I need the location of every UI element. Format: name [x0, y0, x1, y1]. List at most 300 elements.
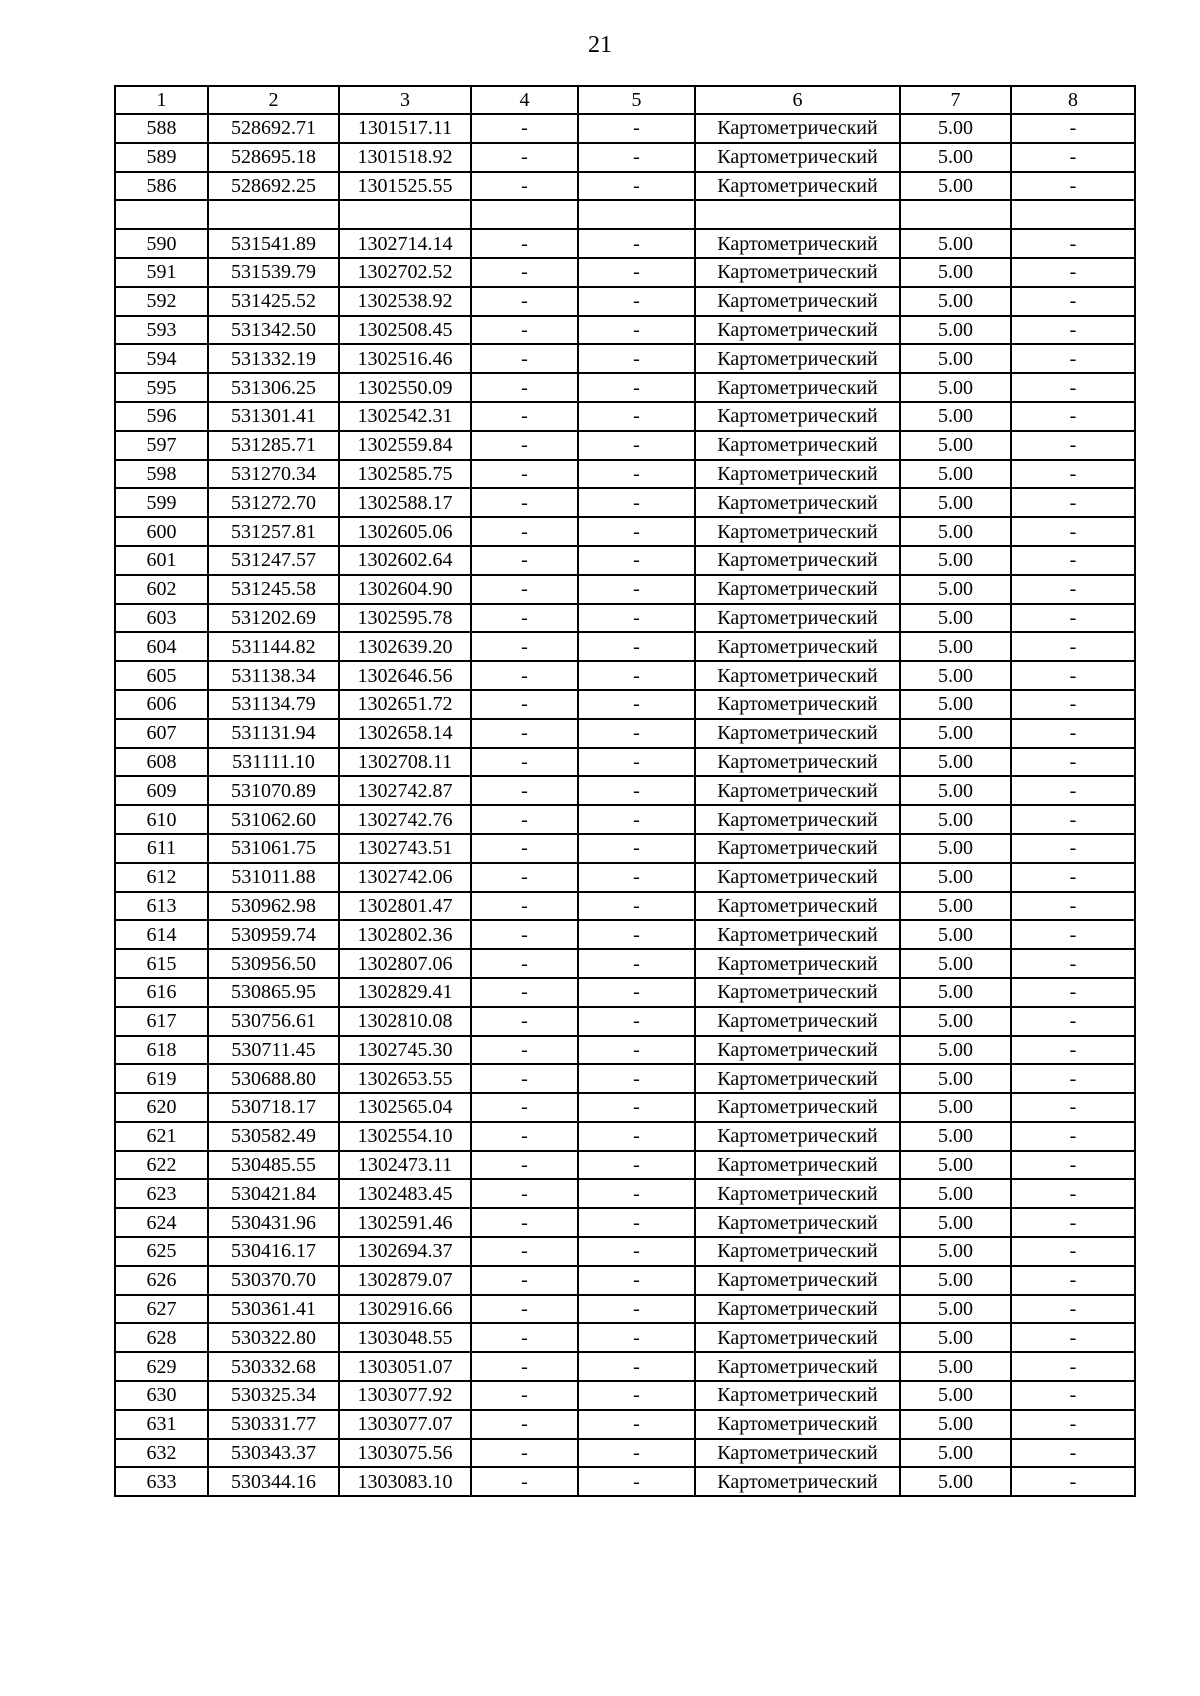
cell-col-8: -: [1011, 863, 1135, 892]
cell-method: Картометрический: [695, 546, 900, 575]
cell-col-5: -: [578, 143, 695, 172]
cell-col-8: -: [1011, 1151, 1135, 1180]
cell-method: Картометрический: [695, 488, 900, 517]
cell-x-coordinate: 530421.84: [208, 1179, 339, 1208]
cell-point-number: 629: [115, 1352, 208, 1381]
cell-point-number: 596: [115, 402, 208, 431]
cell-accuracy: 5.00: [900, 258, 1011, 287]
table-row: [115, 1381, 1135, 1410]
cell-x-coordinate: 530325.34: [208, 1381, 339, 1410]
cell-accuracy: 5.00: [900, 1323, 1011, 1352]
cell-y-coordinate: 1302591.46: [339, 1208, 471, 1237]
cell-y-coordinate: 1302550.09: [339, 373, 471, 402]
cell-col-4: -: [471, 632, 578, 661]
cell-col-5: -: [578, 1266, 695, 1295]
cell-col-5: -: [578, 949, 695, 978]
cell-y-coordinate: 1301518.92: [339, 143, 471, 172]
table-row: [115, 892, 1135, 921]
cell-accuracy: 5.00: [900, 661, 1011, 690]
cell-method: Картометрический: [695, 143, 900, 172]
cell-accuracy: 5.00: [900, 488, 1011, 517]
cell-col-4: -: [471, 258, 578, 287]
cell-point-number: 590: [115, 229, 208, 258]
cell-col-4: -: [471, 690, 578, 719]
table-row: [115, 920, 1135, 949]
table-row: [115, 949, 1135, 978]
cell-accuracy: 5.00: [900, 776, 1011, 805]
cell-col-5: -: [578, 575, 695, 604]
cell-y-coordinate: 1302473.11: [339, 1151, 471, 1180]
cell-col-4: -: [471, 863, 578, 892]
table-row: [115, 488, 1135, 517]
cell-point-number: 612: [115, 863, 208, 892]
cell-col-5: -: [578, 1036, 695, 1065]
cell-col-5: -: [578, 690, 695, 719]
cell-method: Картометрический: [695, 1036, 900, 1065]
cell-x-coordinate: 531061.75: [208, 834, 339, 863]
cell-col-4: -: [471, 978, 578, 1007]
cell-accuracy: 5.00: [900, 1295, 1011, 1324]
cell-x-coordinate: 528692.71: [208, 114, 339, 143]
cell-col-4: -: [471, 604, 578, 633]
cell-col-5: -: [578, 1410, 695, 1439]
cell-col-8: [1011, 200, 1135, 229]
cell-col-5: -: [578, 287, 695, 316]
header-cell-5: 5: [578, 86, 695, 114]
cell-col-5: -: [578, 863, 695, 892]
cell-method: Картометрический: [695, 229, 900, 258]
cell-col-8: -: [1011, 143, 1135, 172]
cell-col-4: -: [471, 1381, 578, 1410]
cell-col-4: -: [471, 834, 578, 863]
cell-col-4: -: [471, 1410, 578, 1439]
cell-col-8: -: [1011, 1179, 1135, 1208]
cell-col-8: -: [1011, 978, 1135, 1007]
table-row: [115, 1064, 1135, 1093]
table-row: [115, 316, 1135, 345]
cell-col-5: -: [578, 1323, 695, 1352]
cell-accuracy: 5.00: [900, 114, 1011, 143]
cell-method: Картометрический: [695, 1151, 900, 1180]
cell-point-number: 607: [115, 719, 208, 748]
table-row: [115, 1007, 1135, 1036]
cell-col-4: -: [471, 1266, 578, 1295]
table-row: [115, 287, 1135, 316]
cell-method: Картометрический: [695, 1439, 900, 1468]
cell-accuracy: 5.00: [900, 287, 1011, 316]
cell-y-coordinate: 1302658.14: [339, 719, 471, 748]
cell-col-8: -: [1011, 1352, 1135, 1381]
cell-col-5: -: [578, 719, 695, 748]
cell-col-5: -: [578, 1439, 695, 1468]
cell-col-5: -: [578, 1467, 695, 1496]
cell-col-4: -: [471, 114, 578, 143]
cell-col-4: -: [471, 1467, 578, 1496]
cell-y-coordinate: 1302829.41: [339, 978, 471, 1007]
cell-col-4: -: [471, 719, 578, 748]
cell-point-number: 632: [115, 1439, 208, 1468]
cell-x-coordinate: 531245.58: [208, 575, 339, 604]
cell-point-number: 610: [115, 805, 208, 834]
table-row: [115, 172, 1135, 201]
table-row: [115, 1237, 1135, 1266]
cell-y-coordinate: 1302605.06: [339, 517, 471, 546]
cell-y-coordinate: 1303077.07: [339, 1410, 471, 1439]
cell-point-number: 608: [115, 748, 208, 777]
cell-point-number: 617: [115, 1007, 208, 1036]
cell-method: Картометрический: [695, 604, 900, 633]
cell-col-8: -: [1011, 114, 1135, 143]
cell-y-coordinate: 1303077.92: [339, 1381, 471, 1410]
header-cell-4: 4: [471, 86, 578, 114]
cell-y-coordinate: 1303051.07: [339, 1352, 471, 1381]
cell-method: Картометрический: [695, 978, 900, 1007]
cell-col-4: -: [471, 143, 578, 172]
cell-point-number: 619: [115, 1064, 208, 1093]
table-row: [115, 1467, 1135, 1496]
cell-x-coordinate: 530865.95: [208, 978, 339, 1007]
cell-point-number: 609: [115, 776, 208, 805]
cell-x-coordinate: 530331.77: [208, 1410, 339, 1439]
cell-col-4: -: [471, 1007, 578, 1036]
cell-col-4: -: [471, 661, 578, 690]
cell-col-4: -: [471, 1122, 578, 1151]
header-cell-2: 2: [208, 86, 339, 114]
table-row: [115, 373, 1135, 402]
cell-x-coordinate: 531541.89: [208, 229, 339, 258]
cell-col-4: -: [471, 776, 578, 805]
cell-col-8: -: [1011, 892, 1135, 921]
cell-col-8: -: [1011, 748, 1135, 777]
cell-x-coordinate: 530431.96: [208, 1208, 339, 1237]
cell-col-5: -: [578, 632, 695, 661]
header-cell-3: 3: [339, 86, 471, 114]
cell-accuracy: 5.00: [900, 1151, 1011, 1180]
cell-method: Картометрический: [695, 1122, 900, 1151]
table-row: [115, 1151, 1135, 1180]
cell-y-coordinate: 1302542.31: [339, 402, 471, 431]
table-row: [115, 1410, 1135, 1439]
cell-point-number: 589: [115, 143, 208, 172]
cell-x-coordinate: 531011.88: [208, 863, 339, 892]
cell-col-5: -: [578, 431, 695, 460]
cell-point-number: 625: [115, 1237, 208, 1266]
cell-y-coordinate: 1302653.55: [339, 1064, 471, 1093]
cell-col-8: -: [1011, 1266, 1135, 1295]
cell-y-coordinate: 1302508.45: [339, 316, 471, 345]
cell-point-number: 620: [115, 1093, 208, 1122]
header-cell-1: 1: [115, 86, 208, 114]
cell-point-number: 631: [115, 1410, 208, 1439]
cell-method: Картометрический: [695, 1467, 900, 1496]
cell-method: Картометрический: [695, 920, 900, 949]
cell-col-8: -: [1011, 488, 1135, 517]
table-row: [115, 1179, 1135, 1208]
cell-col-8: -: [1011, 1237, 1135, 1266]
cell-point-number: 595: [115, 373, 208, 402]
cell-accuracy: 5.00: [900, 229, 1011, 258]
cell-x-coordinate: [208, 200, 339, 229]
cell-method: Картометрический: [695, 748, 900, 777]
cell-col-4: -: [471, 748, 578, 777]
cell-accuracy: 5.00: [900, 1064, 1011, 1093]
cell-col-8: -: [1011, 1410, 1135, 1439]
cell-accuracy: [900, 200, 1011, 229]
cell-method: Картометрический: [695, 431, 900, 460]
cell-point-number: 598: [115, 460, 208, 489]
table-row: [115, 719, 1135, 748]
cell-col-4: -: [471, 402, 578, 431]
table-row: [115, 776, 1135, 805]
cell-method: Картометрический: [695, 1208, 900, 1237]
cell-point-number: 591: [115, 258, 208, 287]
cell-accuracy: 5.00: [900, 402, 1011, 431]
cell-y-coordinate: 1302742.06: [339, 863, 471, 892]
cell-accuracy: 5.00: [900, 892, 1011, 921]
cell-col-4: -: [471, 1237, 578, 1266]
cell-col-5: -: [578, 978, 695, 1007]
cell-y-coordinate: 1302802.36: [339, 920, 471, 949]
cell-col-8: -: [1011, 1093, 1135, 1122]
cell-x-coordinate: 531272.70: [208, 488, 339, 517]
table-row: [115, 863, 1135, 892]
cell-col-8: -: [1011, 805, 1135, 834]
cell-accuracy: 5.00: [900, 1093, 1011, 1122]
cell-y-coordinate: 1302516.46: [339, 344, 471, 373]
cell-col-4: -: [471, 1151, 578, 1180]
cell-method: Картометрический: [695, 1007, 900, 1036]
cell-y-coordinate: 1301517.11: [339, 114, 471, 143]
cell-col-4: -: [471, 1036, 578, 1065]
cell-method: Картометрический: [695, 258, 900, 287]
cell-x-coordinate: 531202.69: [208, 604, 339, 633]
table-row: [115, 1036, 1135, 1065]
table-row: [115, 114, 1135, 143]
cell-col-5: -: [578, 517, 695, 546]
cell-col-4: -: [471, 316, 578, 345]
cell-x-coordinate: 531247.57: [208, 546, 339, 575]
cell-point-number: 626: [115, 1266, 208, 1295]
cell-method: Картометрический: [695, 172, 900, 201]
cell-x-coordinate: 530956.50: [208, 949, 339, 978]
cell-y-coordinate: 1302742.76: [339, 805, 471, 834]
cell-x-coordinate: 531285.71: [208, 431, 339, 460]
cell-y-coordinate: 1302807.06: [339, 949, 471, 978]
cell-accuracy: 5.00: [900, 172, 1011, 201]
table-row: [115, 460, 1135, 489]
table-row-empty: [115, 200, 1135, 229]
cell-x-coordinate: 530688.80: [208, 1064, 339, 1093]
cell-col-8: -: [1011, 316, 1135, 345]
cell-col-5: -: [578, 920, 695, 949]
cell-x-coordinate: 531306.25: [208, 373, 339, 402]
cell-x-coordinate: 530370.70: [208, 1266, 339, 1295]
cell-accuracy: 5.00: [900, 143, 1011, 172]
table-row: [115, 258, 1135, 287]
cell-col-5: -: [578, 748, 695, 777]
cell-x-coordinate: 530962.98: [208, 892, 339, 921]
cell-col-5: -: [578, 229, 695, 258]
cell-accuracy: 5.00: [900, 431, 1011, 460]
table-row: [115, 1266, 1135, 1295]
cell-col-8: -: [1011, 690, 1135, 719]
cell-col-4: -: [471, 287, 578, 316]
cell-accuracy: 5.00: [900, 632, 1011, 661]
cell-col-5: -: [578, 834, 695, 863]
cell-y-coordinate: 1302810.08: [339, 1007, 471, 1036]
cell-x-coordinate: 531134.79: [208, 690, 339, 719]
cell-col-4: -: [471, 344, 578, 373]
cell-point-number: 622: [115, 1151, 208, 1180]
cell-accuracy: 5.00: [900, 805, 1011, 834]
table-row: [115, 229, 1135, 258]
cell-point-number: 600: [115, 517, 208, 546]
cell-point-number: 630: [115, 1381, 208, 1410]
cell-col-8: -: [1011, 344, 1135, 373]
cell-col-4: -: [471, 373, 578, 402]
cell-point-number: 601: [115, 546, 208, 575]
cell-col-8: -: [1011, 287, 1135, 316]
cell-point-number: 628: [115, 1323, 208, 1352]
cell-accuracy: 5.00: [900, 719, 1011, 748]
cell-y-coordinate: 1302588.17: [339, 488, 471, 517]
table-row: [115, 805, 1135, 834]
cell-col-8: -: [1011, 1323, 1135, 1352]
cell-accuracy: 5.00: [900, 1439, 1011, 1468]
table-row: [115, 575, 1135, 604]
cell-method: Картометрический: [695, 1266, 900, 1295]
cell-col-5: -: [578, 1093, 695, 1122]
cell-method: Картометрический: [695, 517, 900, 546]
cell-col-8: -: [1011, 661, 1135, 690]
cell-point-number: 606: [115, 690, 208, 719]
cell-x-coordinate: 531111.10: [208, 748, 339, 777]
cell-col-5: -: [578, 1352, 695, 1381]
cell-col-5: -: [578, 1122, 695, 1151]
page-number: 21: [588, 32, 612, 58]
cell-x-coordinate: 531301.41: [208, 402, 339, 431]
cell-method: Картометрический: [695, 1179, 900, 1208]
cell-x-coordinate: 530416.17: [208, 1237, 339, 1266]
cell-method: Картометрический: [695, 402, 900, 431]
cell-method: [695, 200, 900, 229]
cell-method: Картометрический: [695, 1381, 900, 1410]
cell-point-number: 605: [115, 661, 208, 690]
cell-y-coordinate: 1302708.11: [339, 748, 471, 777]
cell-col-8: -: [1011, 949, 1135, 978]
table-row: [115, 143, 1135, 172]
cell-method: Картометрический: [695, 834, 900, 863]
cell-y-coordinate: 1301525.55: [339, 172, 471, 201]
cell-x-coordinate: 531270.34: [208, 460, 339, 489]
cell-point-number: 614: [115, 920, 208, 949]
cell-point-number: 593: [115, 316, 208, 345]
cell-method: Картометрический: [695, 1093, 900, 1122]
cell-y-coordinate: 1302595.78: [339, 604, 471, 633]
cell-accuracy: 5.00: [900, 1036, 1011, 1065]
cell-point-number: [115, 200, 208, 229]
table-row: [115, 632, 1135, 661]
cell-point-number: 599: [115, 488, 208, 517]
cell-x-coordinate: 531070.89: [208, 776, 339, 805]
cell-point-number: 588: [115, 114, 208, 143]
cell-accuracy: 5.00: [900, 546, 1011, 575]
table-row: [115, 344, 1135, 373]
cell-point-number: 602: [115, 575, 208, 604]
cell-col-5: -: [578, 402, 695, 431]
cell-accuracy: 5.00: [900, 949, 1011, 978]
cell-col-8: -: [1011, 834, 1135, 863]
table-row: [115, 517, 1135, 546]
cell-col-4: -: [471, 920, 578, 949]
cell-x-coordinate: 531257.81: [208, 517, 339, 546]
cell-y-coordinate: 1303048.55: [339, 1323, 471, 1352]
table-row: [115, 748, 1135, 777]
table-row: [115, 1352, 1135, 1381]
cell-x-coordinate: 530756.61: [208, 1007, 339, 1036]
cell-x-coordinate: 530959.74: [208, 920, 339, 949]
coordinates-table: [114, 85, 1136, 1497]
cell-col-4: -: [471, 229, 578, 258]
cell-y-coordinate: 1302745.30: [339, 1036, 471, 1065]
cell-method: Картометрический: [695, 575, 900, 604]
cell-method: Картометрический: [695, 719, 900, 748]
cell-accuracy: 5.00: [900, 1352, 1011, 1381]
cell-col-8: -: [1011, 373, 1135, 402]
cell-y-coordinate: 1302554.10: [339, 1122, 471, 1151]
cell-col-8: -: [1011, 1467, 1135, 1496]
cell-col-4: -: [471, 1093, 578, 1122]
cell-method: Картометрический: [695, 1064, 900, 1093]
cell-col-4: -: [471, 1179, 578, 1208]
cell-point-number: 618: [115, 1036, 208, 1065]
cell-col-5: -: [578, 1007, 695, 1036]
cell-x-coordinate: 530361.41: [208, 1295, 339, 1324]
cell-col-4: -: [471, 546, 578, 575]
cell-point-number: 592: [115, 287, 208, 316]
table-row: [115, 834, 1135, 863]
cell-x-coordinate: 531539.79: [208, 258, 339, 287]
cell-col-5: -: [578, 114, 695, 143]
cell-accuracy: 5.00: [900, 316, 1011, 345]
cell-accuracy: 5.00: [900, 1381, 1011, 1410]
cell-y-coordinate: 1303083.10: [339, 1467, 471, 1496]
cell-x-coordinate: 530343.37: [208, 1439, 339, 1468]
cell-method: Картометрический: [695, 632, 900, 661]
cell-method: Картометрический: [695, 287, 900, 316]
cell-method: Картометрический: [695, 1323, 900, 1352]
cell-y-coordinate: 1302585.75: [339, 460, 471, 489]
cell-accuracy: 5.00: [900, 690, 1011, 719]
cell-x-coordinate: 530711.45: [208, 1036, 339, 1065]
cell-col-5: -: [578, 1208, 695, 1237]
cell-col-4: -: [471, 892, 578, 921]
table-row: [115, 604, 1135, 633]
cell-x-coordinate: 530718.17: [208, 1093, 339, 1122]
cell-x-coordinate: 530485.55: [208, 1151, 339, 1180]
cell-col-5: -: [578, 1237, 695, 1266]
cell-y-coordinate: 1302714.14: [339, 229, 471, 258]
cell-col-4: -: [471, 949, 578, 978]
cell-y-coordinate: 1302604.90: [339, 575, 471, 604]
cell-method: Картометрический: [695, 1410, 900, 1439]
cell-method: Картометрический: [695, 344, 900, 373]
cell-col-4: -: [471, 1064, 578, 1093]
cell-col-5: -: [578, 546, 695, 575]
cell-y-coordinate: 1302602.64: [339, 546, 471, 575]
cell-col-8: -: [1011, 1381, 1135, 1410]
cell-method: Картометрический: [695, 373, 900, 402]
